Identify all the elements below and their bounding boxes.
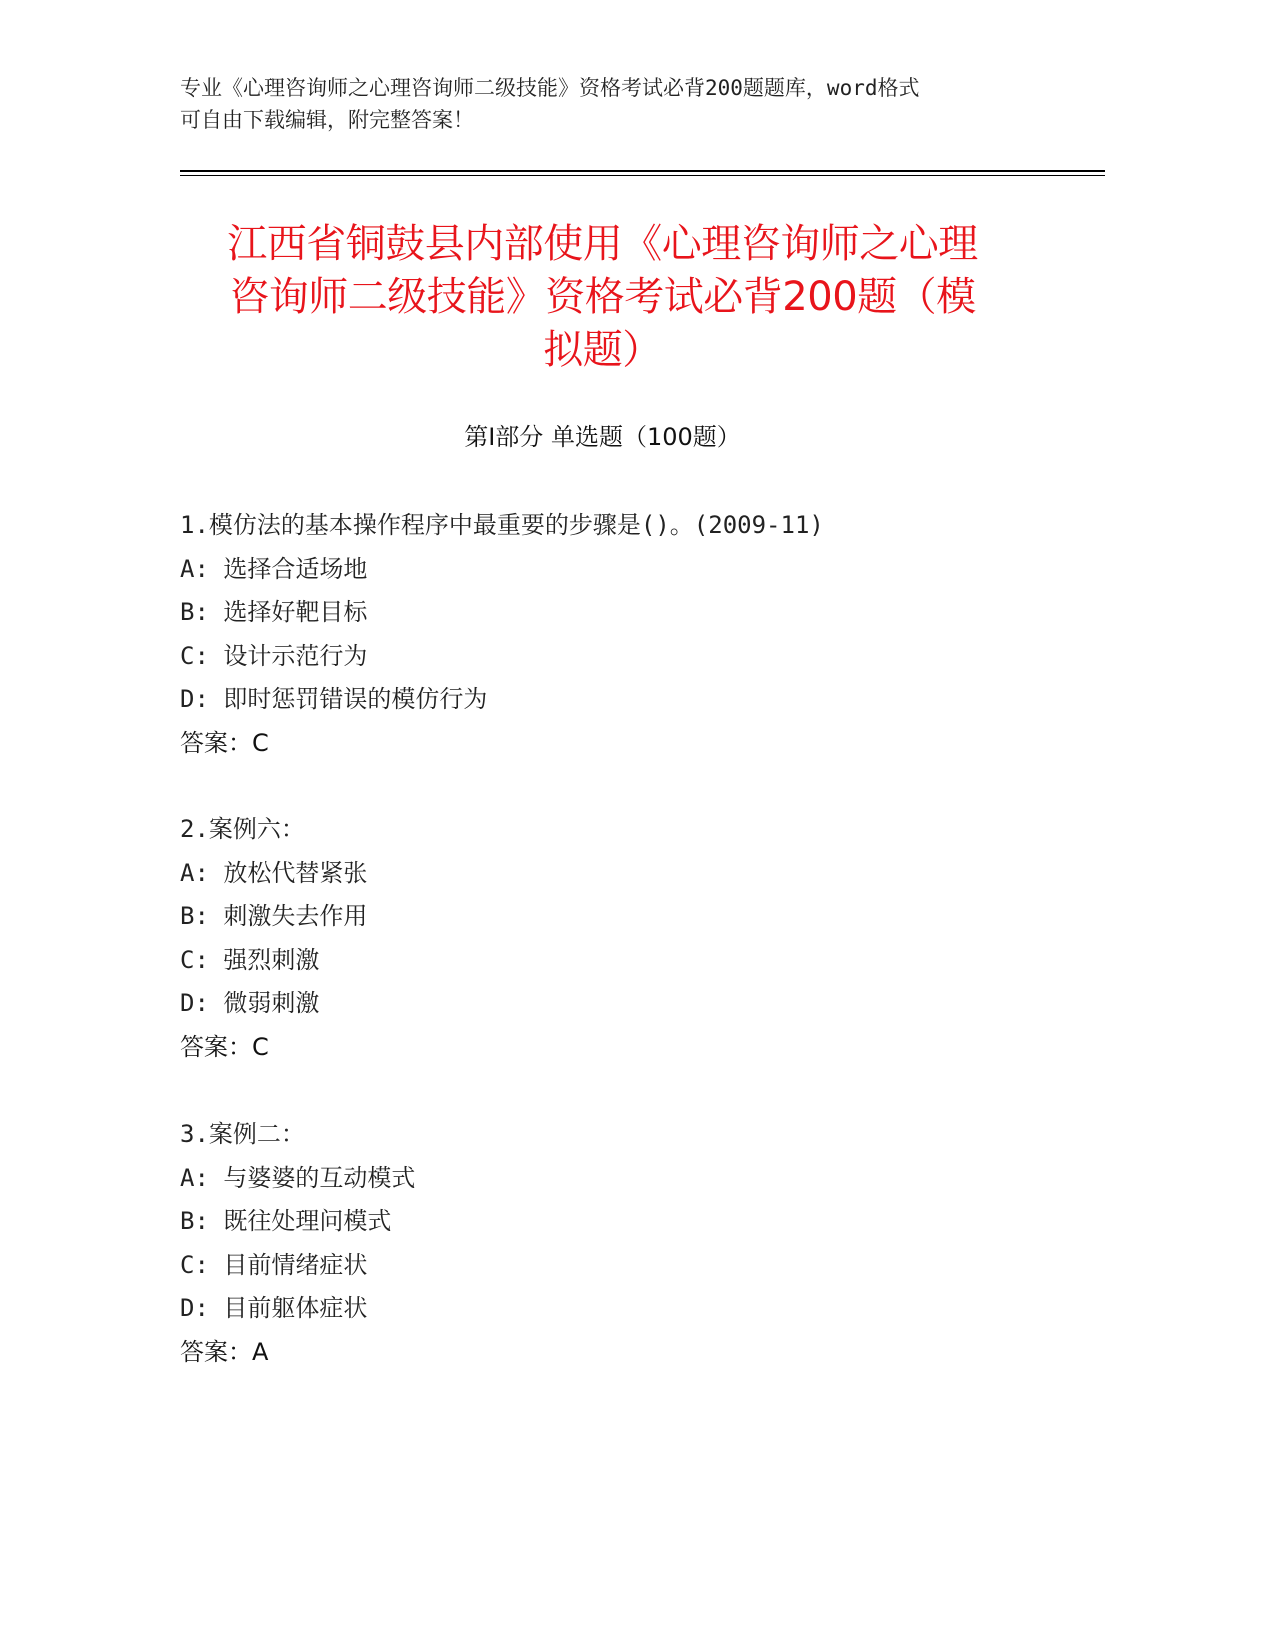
- option-c: C: 设计示范行为: [180, 641, 368, 670]
- question-stem: 2.案例六：: [180, 815, 305, 843]
- option-b: B: 刺激失去作用: [180, 902, 368, 930]
- title-line: 拟题）: [543, 327, 662, 373]
- document-title: [180, 218, 1025, 377]
- option-a: A: 与婆婆的互动模式: [180, 1163, 416, 1192]
- option-d: D: 即时惩罚错误的模仿行为: [180, 685, 488, 713]
- option-d: D: 微弱刺激: [180, 989, 320, 1017]
- header-divider-thin: [180, 175, 1105, 176]
- option-b: B: 选择好靶目标: [180, 598, 368, 626]
- answer-line: 答案：A: [180, 1337, 269, 1366]
- question-stem: 1.模仿法的基本操作程序中最重要的步骤是()。(2009-11): [180, 511, 824, 539]
- option-a: A: 放松代替紧张: [180, 858, 368, 887]
- title-line: 江西省铜鼓县内部使用《心理咨询师之心理: [227, 221, 978, 267]
- answer-line: 答案：C: [180, 1032, 269, 1061]
- question-item: [180, 504, 1080, 765]
- option-c: C: 强烈刺激: [180, 945, 320, 974]
- question-item: [180, 808, 1080, 1069]
- answer-line: 答案：C: [180, 728, 269, 757]
- question-item: [180, 1113, 1080, 1374]
- header-note-line: 可自由下载编辑，附完整答案！: [180, 108, 474, 132]
- option-b: B: 既往处理问模式: [180, 1207, 392, 1235]
- question-stem: 3.案例二：: [180, 1120, 305, 1148]
- header-divider-thick: [180, 170, 1105, 172]
- option-d: D: 目前躯体症状: [180, 1294, 368, 1322]
- title-line: 咨询师二级技能》资格考试必背200题（模: [229, 274, 976, 320]
- header-note: [180, 72, 1040, 136]
- option-c: C: 目前情绪症状: [180, 1250, 368, 1279]
- section-heading: 第Ⅰ部分 单选题（100题）: [464, 423, 741, 451]
- header-note-line: 专业《心理咨询师之心理咨询师二级技能》资格考试必背200题题库，word格式: [180, 76, 920, 100]
- option-a: A: 选择合适场地: [180, 554, 368, 583]
